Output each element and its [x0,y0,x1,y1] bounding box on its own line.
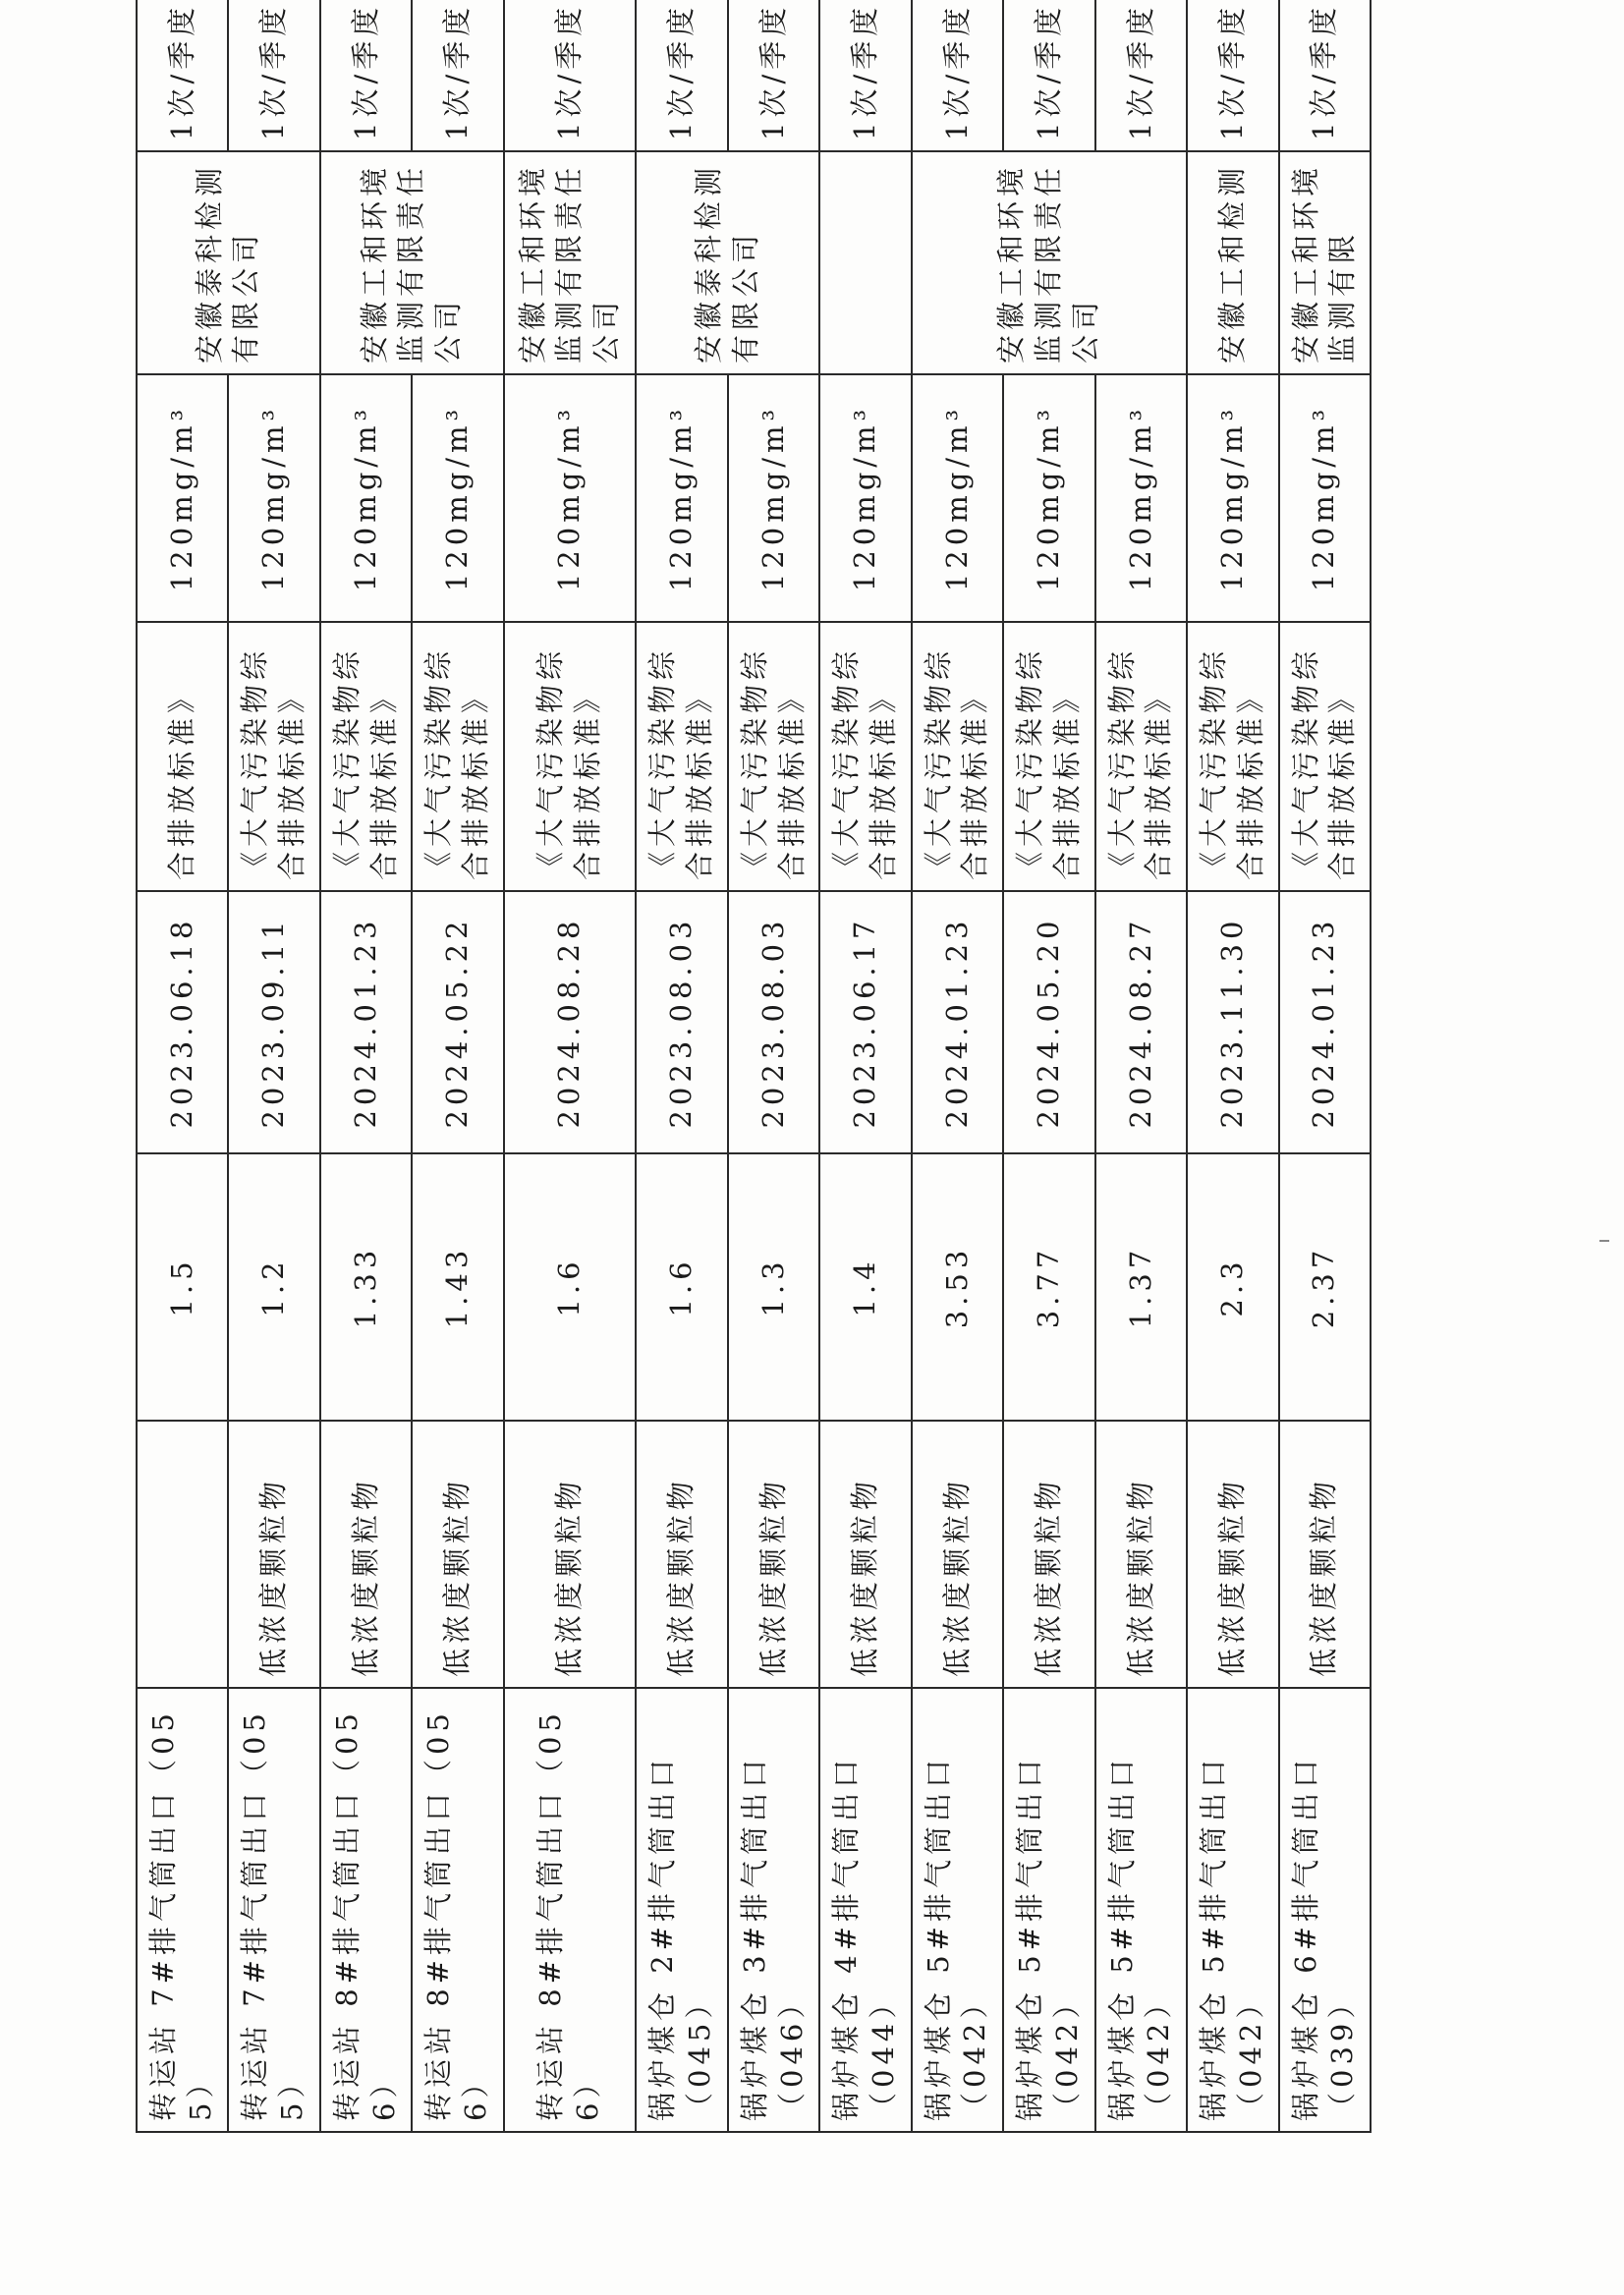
measured-value-cell: 1.4 [819,1153,911,1421]
pollutant-cell: 低浓度颗粒物 [320,1421,412,1688]
monitoring-point-cell: 转运站 7#排气筒出口（055） [137,1688,228,2132]
frequency-cell: 1次/季度 [137,0,228,151]
frequency-cell: 1次/季度 [1279,0,1372,151]
limit-cell: 120mg/m³ [912,374,1003,622]
frequency-cell: 1次/季度 [636,0,727,151]
standard-cell: 《大气污染物综合排放标准》 [1279,622,1372,891]
sampling-date-cell: 2024.05.20 [1003,891,1094,1153]
measured-value-cell: 1.2 [228,1153,319,1421]
measured-value-cell: 3.77 [1003,1153,1094,1421]
sampling-date-cell: 2024.01.23 [320,891,412,1153]
standard-cell: 《大气污染物综合排放标准》 [636,622,727,891]
measured-value-cell: 3.53 [912,1153,1003,1421]
frequency-cell: 1次/季度 [912,0,1003,151]
monitoring-point-cell: 锅炉煤仓 3#排气筒出口（046） [728,1688,819,2132]
frequency-cell: 1次/季度 [412,0,503,151]
frequency-cell: 1次/季度 [1187,0,1278,151]
standard-cell: 《大气污染物综合排放标准》 [819,622,911,891]
testing-org-cell: 安徽工和检测 [1187,151,1278,374]
testing-org-cell [819,151,911,374]
limit-cell: 120mg/m³ [636,374,727,622]
monitoring-point-cell: 锅炉煤仓 4#排气筒出口（044） [819,1688,911,2132]
sampling-date-cell: 2024.08.27 [1095,891,1187,1153]
monitoring-point-cell: 转运站 8#排气筒出口（056） [320,1688,412,2132]
measured-value-cell: 1.37 [1095,1153,1187,1421]
measured-value-cell: 2.37 [1279,1153,1372,1421]
monitoring-point-cell: 锅炉煤仓 5#排气筒出口（042） [912,1688,1003,2132]
testing-org-cell: 安徽工和环境监测有限责任公司 [912,151,1187,374]
measured-value-cell: 1.33 [320,1153,412,1421]
sampling-date-cell: 2023.11.30 [1187,891,1278,1153]
measured-value-cell: 1.43 [412,1153,503,1421]
pollutant-cell: 低浓度颗粒物 [412,1421,503,1688]
pollutant-cell: 低浓度颗粒物 [1279,1421,1372,1688]
limit-cell: 120mg/m³ [320,374,412,622]
standard-cell: 《大气污染物综合排放标准》 [912,622,1003,891]
monitoring-point-cell: 转运站 8#排气筒出口（056） [504,1688,637,2132]
testing-org-cell: 安徽工和环境监测有限责任公司 [504,151,637,374]
measured-value-cell: 1.3 [728,1153,819,1421]
pollutant-cell: 低浓度颗粒物 [728,1421,819,1688]
monitoring-point-cell: 转运站 7#排气筒出口（055） [228,1688,319,2132]
limit-cell: 120mg/m³ [819,374,911,622]
frequency-cell: 1次/季度 [228,0,319,151]
limit-cell: 120mg/m³ [728,374,819,622]
measured-value-cell: 1.6 [504,1153,637,1421]
testing-org-cell: 安徽泰科检测有限公司 [137,151,320,374]
frequency-cell: 1次/季度 [320,0,412,151]
table-row [1279,0,1372,2132]
table-row [819,0,911,2132]
testing-org-cell: 安徽工和环境监测有限责任公司 [320,151,504,374]
standard-cell: 《大气污染物综合排放标准》 [1187,622,1278,891]
sampling-date-cell: 2024.05.22 [412,891,503,1153]
frequency-cell: 1次/季度 [728,0,819,151]
standard-cell: 《大气污染物综合排放标准》 [1095,622,1187,891]
limit-cell: 120mg/m³ [228,374,319,622]
monitoring-point-cell: 锅炉煤仓 2#排气筒出口（045） [636,1688,727,2132]
sampling-date-cell: 2023.06.17 [819,891,911,1153]
pollutant-cell: 低浓度颗粒物 [912,1421,1003,1688]
frequency-cell: 1次/季度 [504,0,637,151]
table-row [1187,0,1278,2132]
table-row [636,0,727,2132]
table-row [320,0,412,2132]
measured-value-cell: 2.3 [1187,1153,1278,1421]
testing-org-cell: 安徽工和环境监测有限 [1279,151,1372,374]
standard-cell: 《大气污染物综合排放标准》 [412,622,503,891]
page-edge-mark [1599,1240,1609,1242]
standard-cell: 《大气污染物综合排放标准》 [1003,622,1094,891]
limit-cell: 120mg/m³ [1095,374,1187,622]
pollutant-cell: 低浓度颗粒物 [504,1421,637,1688]
standard-cell: 合排放标准》 [137,622,228,891]
frequency-cell: 1次/季度 [1003,0,1094,151]
monitoring-table [136,0,1372,2133]
table-row [504,0,637,2132]
limit-cell: 120mg/m³ [137,374,228,622]
frequency-cell: 1次/季度 [1095,0,1187,151]
sampling-date-cell: 2023.06.18 [137,891,228,1153]
sampling-date-cell: 2024.01.23 [1279,891,1372,1153]
sampling-date-cell: 2024.01.23 [912,891,1003,1153]
pollutant-cell: 低浓度颗粒物 [1187,1421,1278,1688]
standard-cell: 《大气污染物综合排放标准》 [228,622,319,891]
monitoring-point-cell: 锅炉煤仓 6#排气筒出口（039） [1279,1688,1372,2132]
standard-cell: 《大气污染物综合排放标准》 [728,622,819,891]
sampling-date-cell: 2023.09.11 [228,891,319,1153]
pollutant-cell: 低浓度颗粒物 [819,1421,911,1688]
monitoring-point-cell: 锅炉煤仓 5#排气筒出口（042） [1187,1688,1278,2132]
standard-cell: 《大气污染物综合排放标准》 [320,622,412,891]
monitoring-point-cell: 锅炉煤仓 5#排气筒出口（042） [1003,1688,1094,2132]
table-row [137,0,228,2132]
monitoring-point-cell: 锅炉煤仓 5#排气筒出口（042） [1095,1688,1187,2132]
limit-cell: 120mg/m³ [504,374,637,622]
pollutant-cell [137,1421,228,1688]
monitoring-point-cell: 转运站 8#排气筒出口（056） [412,1688,503,2132]
rotated-table-wrapper [136,2,1372,2133]
frequency-cell: 1次/季度 [819,0,911,151]
measured-value-cell: 1.5 [137,1153,228,1421]
pollutant-cell: 低浓度颗粒物 [228,1421,319,1688]
sampling-date-cell: 2023.08.03 [636,891,727,1153]
measured-value-cell: 1.6 [636,1153,727,1421]
pollutant-cell: 低浓度颗粒物 [1003,1421,1094,1688]
standard-cell: 《大气污染物综合排放标准》 [504,622,637,891]
limit-cell: 120mg/m³ [1187,374,1278,622]
limit-cell: 120mg/m³ [1003,374,1094,622]
limit-cell: 120mg/m³ [1279,374,1372,622]
table-row [912,0,1003,2132]
limit-cell: 120mg/m³ [412,374,503,622]
sampling-date-cell: 2023.08.03 [728,891,819,1153]
pollutant-cell: 低浓度颗粒物 [1095,1421,1187,1688]
sampling-date-cell: 2024.08.28 [504,891,637,1153]
pollutant-cell: 低浓度颗粒物 [636,1421,727,1688]
testing-org-cell: 安徽泰科检测有限公司 [636,151,819,374]
